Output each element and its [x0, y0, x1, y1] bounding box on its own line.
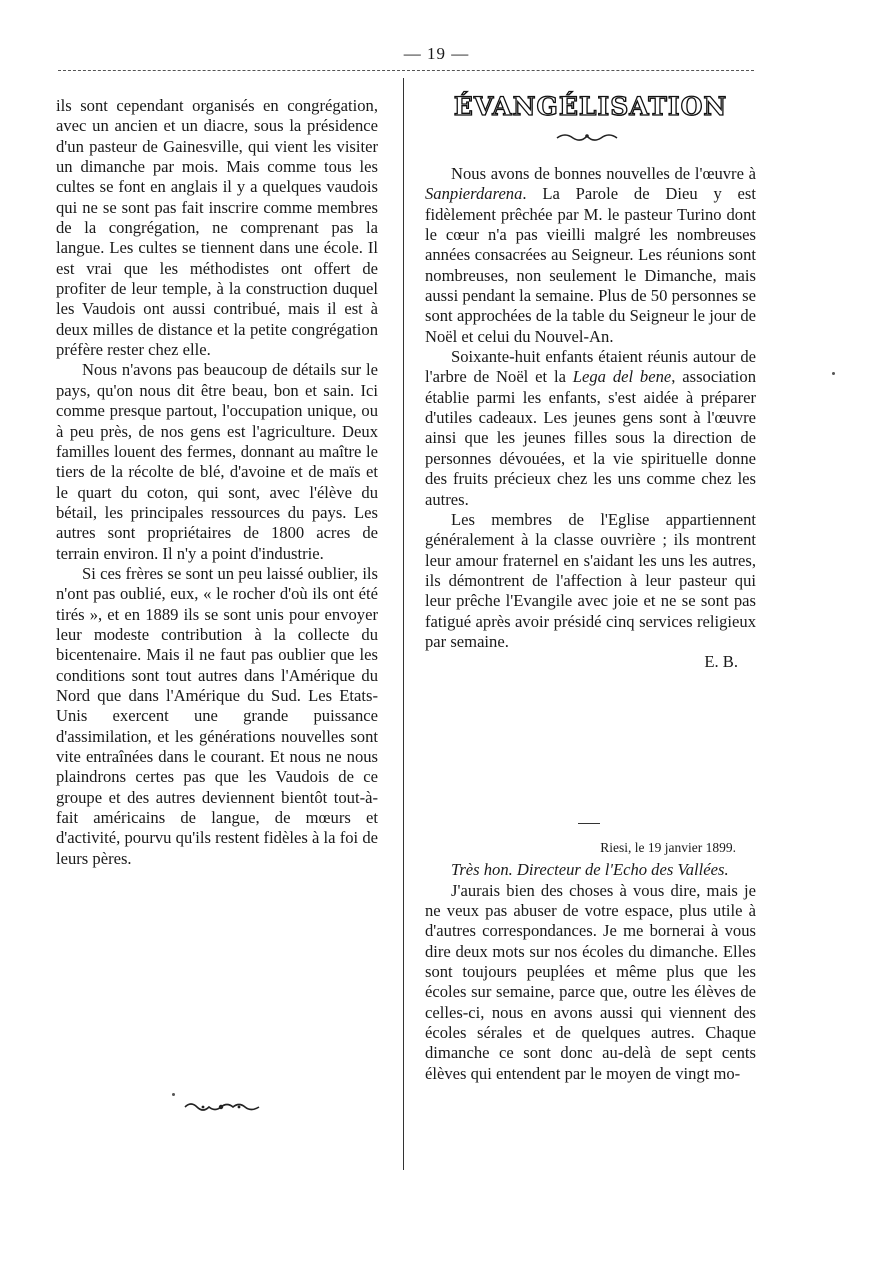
right-column-article: [425, 164, 756, 673]
end-ornament-icon: [183, 1100, 263, 1114]
right-paragraph-2: [425, 347, 756, 510]
right-paragraph-1: [425, 164, 756, 347]
left-paragraph-3: Si ces frères se sont un peu laissé oublier, ils n'ont pas oublié, eux, « le rocher d'où ils ont été tirés », et en 1889 ils se sont unis pour envoyer leur modeste contribution à la collecte du bicentenaire. Mais il ne faut pas oublier que les conditions sont tout autres dans l'Amérique du Nord que dans l'Amérique du Sud. Les Etats-Unis exercent une grande puissance d'assimilation, et les générations nouvelles sont vite entraînées dans le courant. Et nous ne nous plaindrons certes pas que les Vaudois de ce groupe et des autres deviennent bientôt tout-à-fait américains de langue, de mœurs et d'activité, pourvu qu'ils restent fidèles à la foi de leurs pères.: [56, 563, 378, 868]
letter-salutation: Très hon. Directeur de l'Echo des Vallées.: [451, 860, 729, 880]
place-name: Sanpierdarena: [425, 184, 523, 204]
title-ornament-icon: [555, 130, 619, 144]
paragraph-text: Soixante-huit enfants étaient réunis autour de l'arbre de Noël et la: [425, 347, 756, 387]
letter-block: [425, 838, 756, 1084]
separator-rule: [578, 823, 600, 824]
speck: [832, 372, 835, 375]
left-column: [56, 96, 378, 869]
paragraph-text: Nous avons de bonnes nouvelles de l'œuvre à: [451, 164, 756, 183]
paragraph-text: . La Parole de Dieu y est fidèlement prêchée par M. le pasteur Turino dont le cœur n'a pas vieilli malgré les nombreuses années consacrées au Seigneur. Les réunions sont nombreuses, non seulement le Dimanche, mais aussi pendant la semaine. Plus de 50 personnes se sont approchées de la table du Seigneur le jour de Noël et celui du Nouvel-An.: [425, 184, 756, 346]
column-divider: [403, 78, 404, 1170]
letter-dateline: Riesi, le 19 janvier 1899.: [600, 840, 736, 855]
speck: [172, 1093, 175, 1096]
letter-body: J'aurais bien des choses à vous dire, mais je ne veux pas abuser de votre espace, plus utile à d'autres correspondances. Je me bornerai à vous dire deux mots sur nos écoles du dimanche. Elles sont toujours peuplées et même plus que les écoles sur semaine, parce que, outre les élèves de celles-ci, nous en avons aussi qui viennent des écoles sérales et de quelques autres. Chaque dimanche ce sont donc au-delà de sept cents élèves qui entendent par le moyen de vingt mo-: [425, 880, 756, 1083]
right-paragraph-3: [425, 510, 756, 652]
signature: E. B.: [704, 652, 738, 672]
paragraph-text: , association établie parmi les enfants, s'est aidée à préparer d'utiles cadeaux. Les jeunes gens sont à l'œuvre ainsi que les jeunes filles sous la direction de personnes dévouées, et la vie spirituelle donne des fruits précieux chez les uns comme chez les autres.: [425, 367, 756, 509]
section-title: ÉVANGÉLISATION: [453, 92, 728, 121]
association-name: Lega del bene: [572, 367, 672, 387]
left-paragraph-2: Nous n'avons pas beaucoup de détails sur le pays, qu'on nous dit être beau, bon et sain. Ici comme presque partout, l'occupation unique, ou à peu près, de nos gens est l'agriculture. Deux familles louent des fermes, donnant au maître le tiers de la récolte de blé, d'avoine et de maïs et le quart du coton, qui sont, avec l'élève du bétail, les principales ressources du pays. Les autres sont propriétaires de 1800 acres de terrain environ. Il n'y a point d'industrie.: [56, 360, 378, 563]
paragraph-text: Les membres de l'Eglise appartiennent généralement à la classe ouvrière ; ils montrent leur amour fraternel en s'aidant les uns les autres, ils démontrent de l'affection à leur pasteur qui leur prêche l'Evangile avec joie et ne se sont pas fatigué après avoir présidé cinq services religieux par semaine.: [425, 509, 756, 651]
page-number: — 19 —: [403, 44, 470, 63]
left-paragraph-1: ils sont cependant organisés en congrégation, avec un ancien et un diacre, sous la présidence d'un pasteur de Gainesville, qui vient les visiter un dimanche par mois. Mais comme tous les cultes se font en anglais il y a quelques vaudois qui ne se sont pas fait inscrire comme membres de la congrégation, ne comprenant pas la langue. Les cultes se tiennent dans une école. Il est vrai que les méthodistes ont offert de profiter de leur temple, à la construction duquel les Vaudois ont aussi contribué, mais il est à deux milles de distance et la petite congrégation préfère rester chez elle.: [56, 96, 378, 360]
header-rule: [58, 70, 754, 71]
